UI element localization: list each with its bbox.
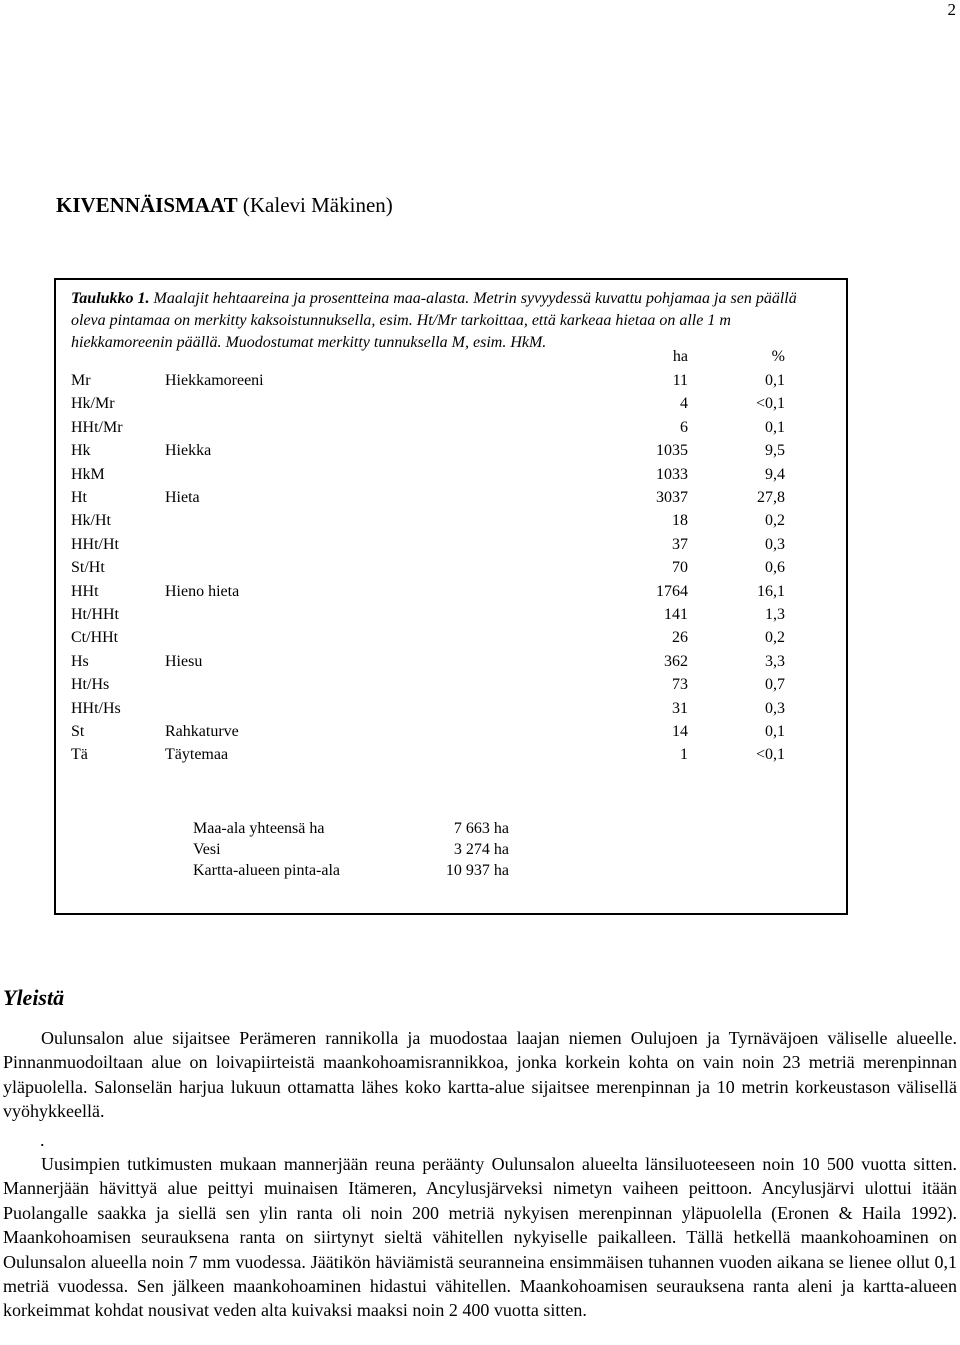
- soil-code: Hk: [71, 442, 91, 460]
- area-ha: 37: [672, 535, 688, 553]
- table-row: [71, 442, 811, 464]
- soil-name: Hieno hieta: [165, 582, 240, 600]
- table-row: [71, 653, 811, 675]
- soil-name: Täytemaa: [165, 746, 229, 764]
- soil-code: Tä: [71, 746, 88, 764]
- summary-label: Vesi: [193, 841, 221, 858]
- area-ha: 1033: [656, 465, 688, 483]
- table-row: [71, 512, 811, 534]
- area-ha: 1035: [656, 442, 688, 460]
- soil-name: Hiekka: [165, 442, 212, 460]
- area-percent: 0,1: [765, 418, 785, 436]
- area-percent: 0,2: [765, 512, 785, 530]
- soil-code: Ht/Hs: [71, 676, 110, 694]
- area-ha: 1764: [656, 582, 688, 600]
- table-caption-label: Taulukko 1.: [71, 290, 150, 307]
- area-percent: 9,4: [765, 465, 785, 483]
- area-percent: 3,3: [765, 652, 785, 670]
- section-title-author: (Kalevi Mäkinen): [237, 193, 393, 217]
- area-ha: 1: [680, 746, 688, 764]
- table-row: [71, 606, 811, 628]
- area-percent: 1,3: [765, 606, 785, 623]
- area-ha: 31: [672, 699, 688, 717]
- soil-code: Ct/HHt: [71, 629, 119, 647]
- paragraph-history: Uusimpien tutkimusten mukaan mannerjään reuna peräänty Oulunsalon alueelta länsiluoteeseen noin 10 500 vuotta sitten. Mannerjään hävittyä alue peittyi muinaisen Itämeren, Ancylusjärveksi nimetyn vaiheen peittoon. Ancylusjärvi ulottui itään Puolangalle saakka ja siellä sen ylin ranta oli noin 200 metriä nykyisen merenpinnan yläpuolella (Eronen & Haila 1992). Maankohoamisen seurauksena ranta on siirtynyt sieltä vähitellen nykyiselle paikalleen. Tällä hetkellä maankohoaminen on Oulunsalon alueella noin 7 mm vuodessa. Jäätikön häviämistä seuranneina ensimmäisen tuhannen vuoden aikana se lienee ollut 0,1 metriä vuodessa. Sen jälkeen maankohoaminen hidastui vähitellen. Maankohoamisen seurauksena ranta aleni ja kartta-alueen korkeimmat kohdat nousivat veden alta kuivaksi maaksi noin 2 400 vuotta sitten.: [3, 1154, 957, 1321]
- table-row: [71, 559, 811, 581]
- area-percent: 0,1: [765, 372, 785, 389]
- summary-label: Maa-ala yhteensä ha: [193, 820, 325, 837]
- table-row: [71, 746, 811, 768]
- area-percent: 27,8: [757, 489, 785, 506]
- table-row: [71, 536, 811, 558]
- area-ha: 362: [664, 652, 688, 670]
- area-ha: 141: [664, 606, 688, 623]
- table-row: [71, 700, 811, 722]
- soil-code: Ht: [71, 489, 87, 506]
- area-percent: 0,2: [765, 629, 785, 647]
- soil-code: Hs: [71, 652, 89, 670]
- soil-code: HHt: [71, 582, 99, 600]
- area-percent: 16,1: [757, 582, 785, 600]
- area-percent: <0,1: [755, 746, 785, 764]
- summary-label: Kartta-alueen pinta-ala: [193, 862, 341, 879]
- area-percent: 0,1: [765, 723, 785, 740]
- table-caption-text: Maalajit hehtaareina ja prosentteina maa-alasta. Metrin syvyydessä kuvattu pohjamaa ja sen päällä oleva pintamaa on merkitty kaksoistunnuksella, esim. Ht/Mr tarkoittaa, että karkeaa hietaa on alle 1 m hiekkamoreenin päällä. Muodostumat merkitty tunnuksella M, esim. HkM.: [71, 290, 797, 351]
- table-row: [71, 466, 811, 488]
- header-percent: %: [771, 348, 785, 365]
- soil-name: Hieta: [165, 489, 200, 506]
- page-number: 2: [947, 0, 956, 19]
- area-ha: 18: [672, 512, 688, 530]
- summary-value: 10 937 ha: [445, 862, 509, 879]
- soil-code: Hk/Ht: [71, 512, 111, 530]
- area-percent: 0,7: [765, 676, 785, 694]
- soil-name: Hiesu: [165, 652, 203, 670]
- area-ha: 26: [672, 629, 688, 647]
- soil-table-box: [54, 278, 848, 915]
- soil-name: Hiekkamoreeni: [165, 372, 264, 389]
- paragraph-intro: Oulunsalon alue sijaitsee Perämeren rannikolla ja muodostaa laajan niemen Oulujoen ja Tyrnäväjoen väliselle alueelle. Pinnanmuodoiltaan alue on loivapiirteistä maankohoamisrannikkoa, jonka korkein kohta on vain noin 23 metriä merenpinnan yläpuolella. Salonselän harjua lukuun ottamatta lähes koko kartta-alue sijaitsee merenpinnan ja 10 metrin korkeustason välisellä vyöhykkeellä.: [3, 1028, 957, 1122]
- soil-code: St/Ht: [71, 559, 105, 577]
- section-title: [56, 193, 393, 218]
- soil-code: Ht/HHt: [71, 606, 119, 623]
- section-heading-general: Yleistä: [3, 985, 65, 1010]
- area-percent: <0,1: [755, 395, 785, 413]
- area-ha: 73: [672, 676, 688, 694]
- area-ha: 70: [672, 559, 688, 577]
- area-ha: 6: [680, 418, 688, 436]
- summary-value: 3 274 ha: [453, 841, 509, 858]
- soil-code: HHt/Mr: [71, 418, 123, 436]
- area-ha: 3037: [656, 489, 688, 506]
- section-title-bold: KIVENNÄISMAAT: [56, 193, 238, 217]
- table-header-row: [71, 348, 811, 370]
- table-caption: [71, 288, 831, 354]
- area-ha: 11: [672, 372, 688, 389]
- soil-code: HHt/Ht: [71, 535, 119, 553]
- table-row: [71, 372, 811, 394]
- header-ha: ha: [672, 348, 688, 365]
- soil-name: Rahkaturve: [165, 723, 239, 740]
- table-row: [71, 629, 811, 651]
- table-row: [71, 676, 811, 698]
- soil-code: St: [71, 723, 85, 740]
- area-percent: 9,5: [765, 442, 785, 460]
- area-ha: 4: [680, 395, 688, 413]
- area-percent: 0,3: [765, 535, 785, 553]
- area-percent: 0,6: [765, 559, 785, 577]
- table-row: [71, 723, 811, 745]
- soil-code: Mr: [71, 372, 91, 389]
- table-row: [71, 583, 811, 605]
- table-row: [71, 489, 811, 511]
- table-row: [71, 419, 811, 441]
- soil-code: Hk/Mr: [71, 395, 115, 413]
- soil-code: HHt/Hs: [71, 699, 121, 717]
- summary-value: 7 663 ha: [453, 820, 509, 837]
- area-percent: 0,3: [765, 699, 785, 717]
- soil-code: HkM: [71, 465, 105, 483]
- separator-dot: .: [40, 1130, 45, 1150]
- area-ha: 14: [672, 723, 688, 740]
- table-row: [71, 395, 811, 417]
